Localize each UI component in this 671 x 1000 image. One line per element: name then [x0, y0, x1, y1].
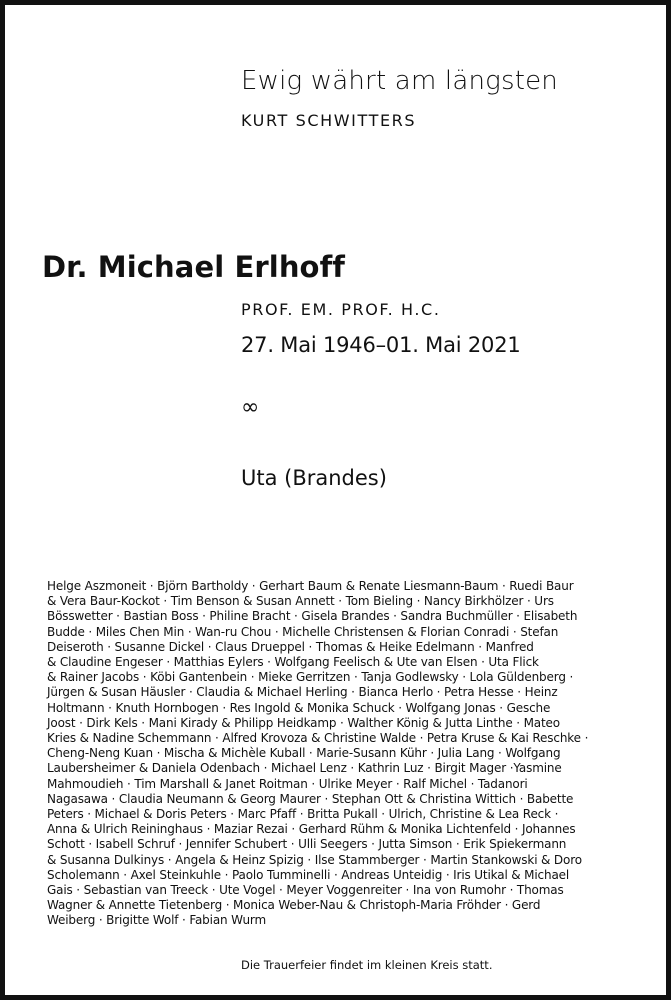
mourners-line: Scholemann · Axel Steinkuhle · Paolo Tumminelli · Andreas Unteidig · Iris Utikal & Michael: [47, 867, 570, 882]
mourners-line: Wagner & Annette Tietenberg · Monica Weber-Nau & Christoph-Maria Fröhder · Gerd: [47, 898, 541, 913]
infinity-symbol: ∞: [241, 395, 260, 420]
mourners-line: Anna & Ulrich Reininghaus · Maziar Rezai · Gerhard Rühm & Monika Lichtenfeld · Johannes: [47, 822, 576, 837]
mourners-line: Jürgen & Susan Häusler · Claudia & Michael Herling · Bianca Herlo · Petra Hesse · Heinz: [47, 685, 558, 700]
quote-text: Ewig währt am längsten: [241, 66, 558, 96]
mourners-line: Helge Aszmoneit · Björn Bartholdy · Gerhart Baum & Renate Liesmann-Baum · Ruedi Baur: [47, 579, 574, 593]
mourners-line: & Susanna Dulkinys · Angela & Heinz Spizig · Ilse Stammberger · Martin Stankowski & Doro: [47, 852, 582, 867]
academic-title: PROF. EM. PROF. H.C.: [241, 300, 441, 319]
mourners-line: Budde · Miles Chen Min · Wan-ru Chou · Michelle Christensen & Florian Conradi · Stefan: [47, 624, 559, 639]
mourners-list: [47, 579, 627, 929]
partner-name: Uta (Brandes): [241, 466, 387, 490]
mourners-line: Schott · Isabell Schruf · Jennifer Schubert · Ulli Seegers · Jutta Simson · Erik Spiekermann: [47, 837, 567, 852]
quote-author: KURT SCHWITTERS: [241, 111, 417, 130]
mourners-line: & Vera Baur-Kockot · Tim Benson & Susan Annett · Tom Bieling · Nancy Birkhölzer · Urs: [47, 594, 554, 609]
mourners-line: Nagasawa · Claudia Neumann & Georg Maurer · Stephan Ott & Christina Wittich · Babette: [47, 791, 574, 806]
mourners-line: Cheng-Neng Kuan · Mischa & Michèle Kuball · Marie-Susann Kühr · Julia Lang · Wolfgang: [47, 746, 561, 761]
mourners-line: Joost · Dirk Kels · Mani Kirady & Philipp Heidkamp · Walther König & Jutta Linthe · Mateo: [47, 715, 560, 730]
mourners-line: Holtmann · Knuth Hornbogen · Res Ingold & Monika Schuck · Wolfgang Jonas · Gesche: [47, 700, 551, 715]
mourners-line: & Claudine Engeser · Matthias Eylers · Wolfgang Feelisch & Ute van Elsen · Uta Flick: [47, 655, 539, 670]
mourners-line: & Rainer Jacobs · Köbi Gantenbein · Mieke Gerritzen · Tanja Godlewsky · Lola Güldenberg ·: [47, 670, 574, 685]
mourners-line: Deiseroth · Susanne Dickel · Claus Drueppel · Thomas & Heike Edelmann · Manfred: [47, 639, 534, 654]
mourners-line: Weiberg · Brigitte Wolf · Fabian Wurm: [47, 913, 267, 928]
deceased-name: Dr. Michael Erlhoff: [42, 250, 346, 284]
mourners-line: Gais · Sebastian van Treeck · Ute Vogel · Meyer Voggenreiter · Ina von Rumohr · Thomas: [47, 883, 564, 898]
life-dates: 27. Mai 1946–01. Mai 2021: [241, 333, 521, 357]
mourners-line: Laubersheimer & Daniela Odenbach · Michael Lenz · Kathrin Luz · Birgit Mager ·Yasmine: [47, 761, 562, 776]
mourners-line: Bösswetter · Bastian Boss · Philine Bracht · Gisela Brandes · Sandra Buchmüller · Elisabeth: [47, 609, 578, 624]
mourners-line: Kries & Nadine Schemmann · Alfred Krovoza & Christine Walde · Petra Kruse & Kai Reschke ·: [47, 731, 589, 746]
mourners-line: Mahmoudieh · Tim Marshall & Janet Roitman · Ulrike Meyer · Ralf Michel · Tadanori: [47, 776, 528, 791]
funeral-note: Die Trauerfeier findet im kleinen Kreis statt.: [241, 958, 493, 972]
mourners-line: Peters · Michael & Doris Peters · Marc Pfaff · Britta Pukall · Ulrich, Christine & Lea Reck ·: [47, 807, 559, 822]
